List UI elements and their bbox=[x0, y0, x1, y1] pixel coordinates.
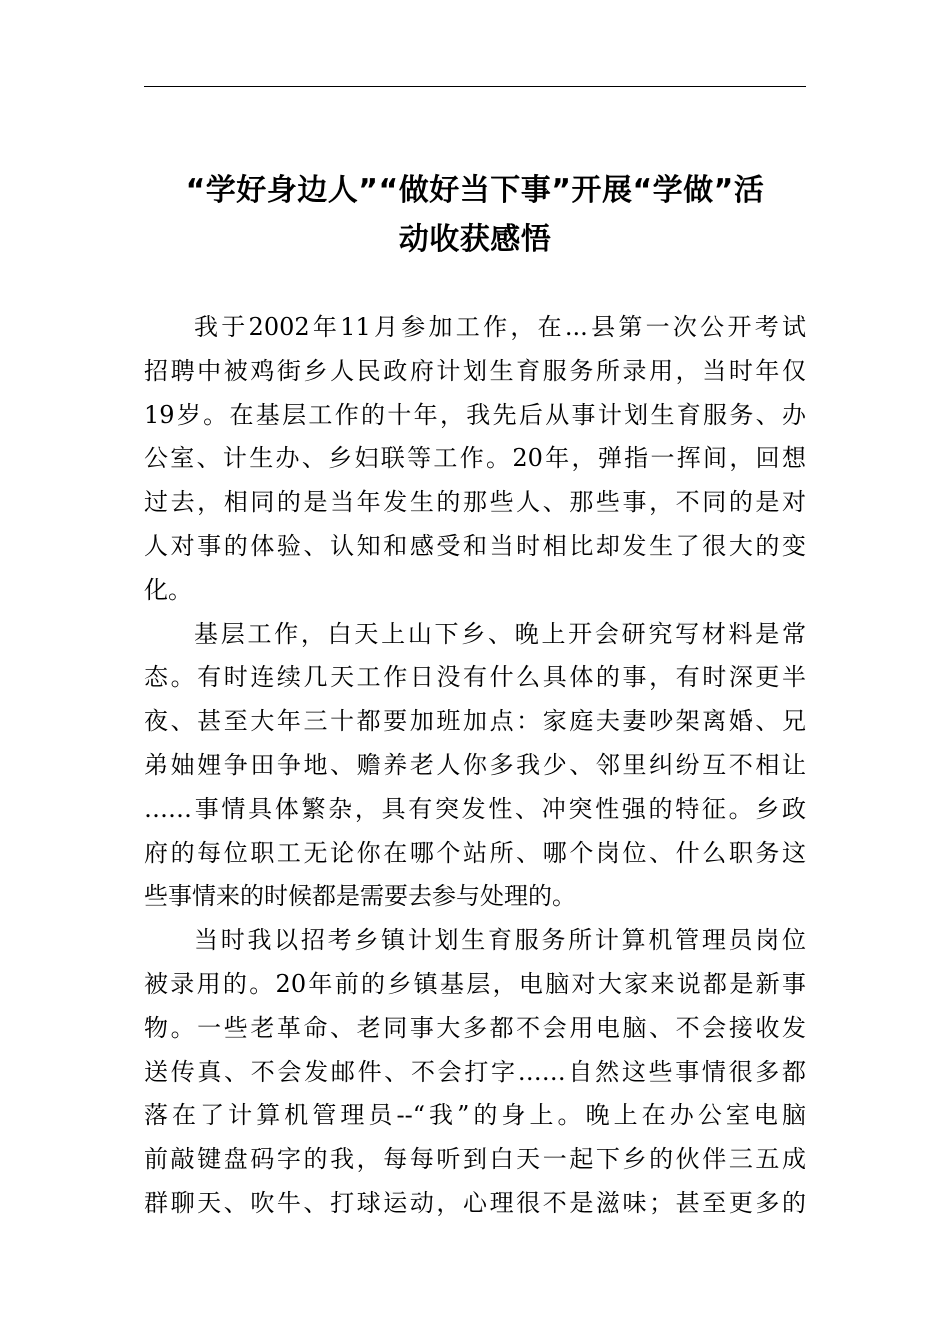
paragraph-line: 态。有时连续几天工作日没有什么具体的事，有时深更半 bbox=[144, 663, 806, 692]
paragraph-line: 前敲键盘码字的我，每每听到白天一起下乡的伙伴三五成 bbox=[144, 1145, 806, 1174]
paragraph-line: 基层工作，白天上山下乡、晚上开会研究写材料是常 bbox=[194, 619, 806, 648]
paragraph-line: 些事情来的时候都是需要去参与处理的。 bbox=[144, 882, 576, 911]
paragraph-1 bbox=[144, 306, 806, 613]
paragraph-3 bbox=[144, 919, 806, 1226]
paragraph-2 bbox=[144, 613, 806, 920]
paragraph-line: 弟妯娌争田争地、赡养老人你多我少、邻里纠纷互不相让 bbox=[144, 750, 806, 779]
document-title bbox=[144, 166, 806, 264]
paragraph-line: 19岁。在基层工作的十年，我先后从事计划生育服务、办 bbox=[144, 400, 806, 429]
paragraph-line: 送传真、不会发邮件、不会打字……自然这些事情很多都 bbox=[144, 1057, 806, 1086]
paragraph-line: 夜、甚至大年三十都要加班加点：家庭夫妻吵架离婚、兄 bbox=[144, 707, 806, 736]
paragraph-line: 化。 bbox=[144, 575, 192, 604]
paragraph-line: 过去，相同的是当年发生的那些人、那些事，不同的是对 bbox=[144, 488, 806, 517]
paragraph-line: 我于2002年11月参加工作，在...县第一次公开考试 bbox=[194, 313, 806, 341]
title-line: 动收获感悟 bbox=[398, 222, 552, 257]
paragraph-line: ……事情具体繁杂，具有突发性、冲突性强的特征。乡政 bbox=[144, 794, 806, 823]
paragraph-line: 人对事的体验、认知和感受和当时相比却发生了很大的变 bbox=[144, 531, 806, 560]
paragraph-line: 被录用的。20年前的乡镇基层，电脑对大家来说都是新事 bbox=[144, 969, 806, 998]
paragraph-line: 府的每位职工无论你在哪个站所、哪个岗位、什么职务这 bbox=[144, 838, 806, 867]
paragraph-line: 招聘中被鸡街乡人民政府计划生育服务所录用，当时年仅 bbox=[144, 356, 806, 385]
header-rule bbox=[144, 86, 806, 87]
paragraph-line: 群聊天、吹牛、打球运动，心理很不是滋味；甚至更多的 bbox=[144, 1188, 806, 1217]
paragraph-line: 落在了计算机管理员--“我”的身上。晚上在办公室电脑 bbox=[144, 1101, 806, 1130]
paragraph-line: 公室、计生办、乡妇联等工作。20年，弹指一挥间，回想 bbox=[144, 444, 806, 473]
paragraph-line: 物。一些老革命、老同事大多都不会用电脑、不会接收发 bbox=[144, 1013, 806, 1042]
paragraph-line: 当时我以招考乡镇计划生育服务所计算机管理员岗位 bbox=[194, 926, 806, 955]
title-line: “学好身边人”“做好当下事”开展“学做”活 bbox=[185, 173, 765, 208]
document-body bbox=[144, 306, 806, 1226]
